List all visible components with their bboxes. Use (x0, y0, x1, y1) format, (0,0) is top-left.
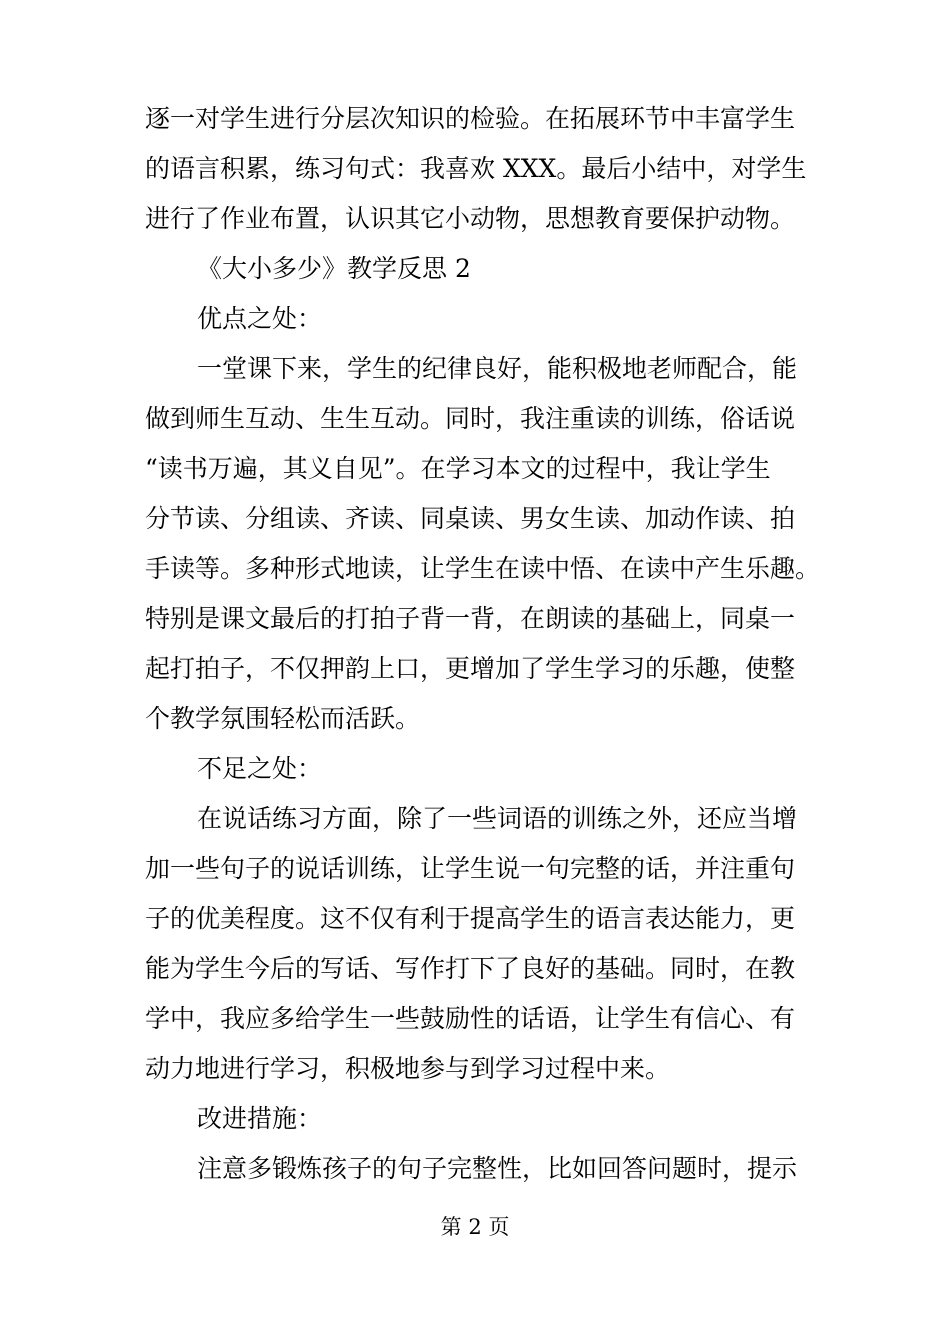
page-number: 第 2 页 (440, 1215, 510, 1239)
subheading-strengths: 优点之处： (197, 304, 323, 333)
text-line-15: 在说话练习方面，除了一些词语的训练之外，还应当增 (197, 804, 798, 833)
text-line-16: 加一些句子的说话训练，让学生说一句完整的话，并注重句 (145, 854, 796, 883)
text-line-20: 动力地进行学习，积极地参与到学习过程中来。 (145, 1054, 671, 1083)
text-line-12: 起打拍子，不仅押韵上口，更增加了学生学习的乐趣，使整 (145, 654, 796, 683)
document-body (145, 94, 821, 1194)
section-heading: 《大小多少》教学反思 2 (197, 254, 471, 283)
text-line-19: 学中，我应多给学生一些鼓励性的话语，让学生有信心、有 (145, 1004, 796, 1033)
text-line-6: 一堂课下来，学生的纪律良好，能积极地老师配合，能 (197, 354, 798, 383)
text-line-11: 特别是课文最后的打拍子背一背，在朗读的基础上，同桌一 (145, 604, 796, 633)
text-line-1: 逐一对学生进行分层次知识的检验。在拓展环节中丰富学生 (145, 104, 796, 133)
text-line-10: 手读等。多种形式地读，让学生在读中悟、在读中产生乐趣。 (145, 554, 821, 583)
text-line-2: 的语言积累，练习句式：我喜欢 XXX。最后小结中，对学生 (145, 154, 807, 183)
text-line-13: 个教学氛围轻松而活跃。 (145, 704, 421, 733)
subheading-weaknesses: 不足之处： (197, 754, 323, 783)
text-line-17: 子的优美程度。这不仅有利于提高学生的语言表达能力，更 (145, 904, 796, 933)
text-line-8: “读书万遍，其义自见”。在学习本文的过程中，我让学生 (145, 454, 771, 483)
text-line-3: 进行了作业布置，认识其它小动物，思想教育要保护动物。 (145, 204, 796, 233)
subheading-improvements: 改进措施： (197, 1104, 323, 1133)
text-line-18: 能为学生今后的写话、写作打下了良好的基础。同时，在教 (145, 954, 796, 983)
text-line-7: 做到师生互动、生生互动。同时，我注重读的训练，俗话说 (145, 404, 796, 433)
text-line-9: 分节读、分组读、齐读、同桌读、男女生读、加动作读、拍 (145, 504, 796, 533)
text-line-22: 注意多锻炼孩子的句子完整性，比如回答问题时，提示 (197, 1154, 798, 1183)
